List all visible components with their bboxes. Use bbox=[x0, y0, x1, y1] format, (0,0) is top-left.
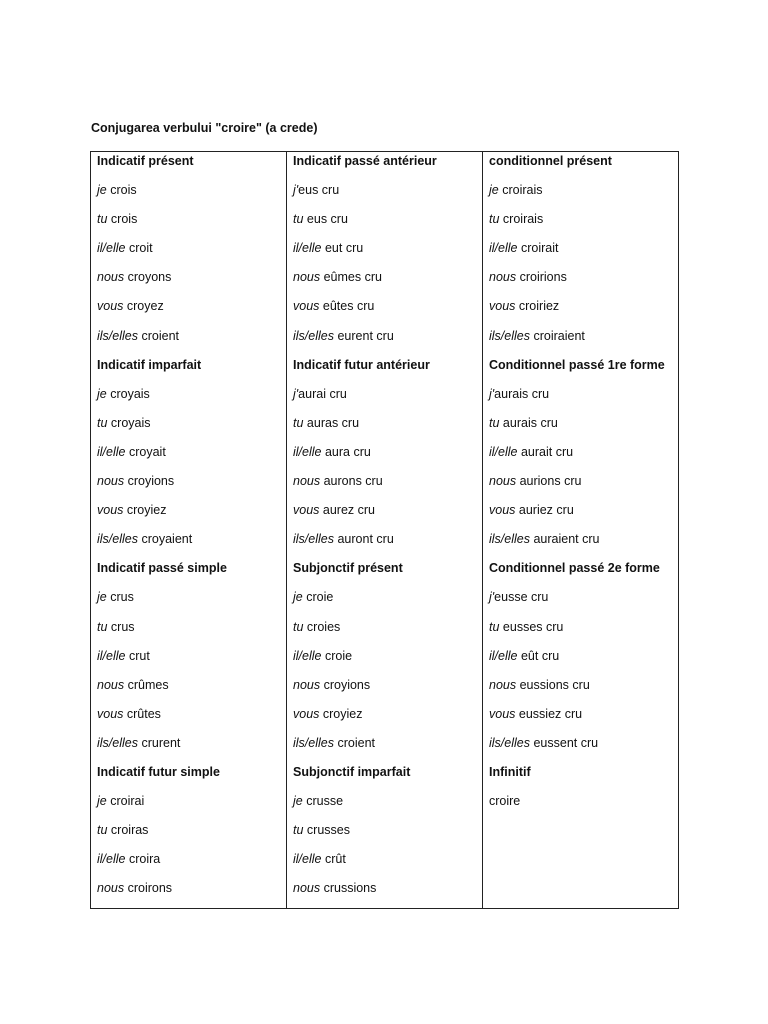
pronoun: vous bbox=[293, 503, 320, 518]
conjugation-line bbox=[293, 210, 482, 239]
conjugation-line bbox=[97, 821, 286, 850]
verb-form: croyait bbox=[128, 444, 166, 459]
conjugation-line bbox=[293, 327, 482, 356]
verb-form: aurez cru bbox=[322, 503, 375, 518]
conjugation-line bbox=[489, 268, 678, 297]
pronoun: ils/elles bbox=[97, 532, 138, 547]
verb-form: aurait cru bbox=[520, 444, 574, 459]
pronoun: tu bbox=[97, 823, 108, 838]
pronoun: je bbox=[489, 183, 499, 198]
conjugation-line bbox=[489, 501, 678, 530]
pronoun: nous bbox=[97, 270, 125, 285]
verb-form: croyiez bbox=[126, 503, 167, 518]
pronoun: ils/elles bbox=[293, 735, 334, 750]
conjugation-line bbox=[97, 850, 286, 879]
column-cell bbox=[483, 152, 679, 909]
verb-form: aura cru bbox=[324, 444, 371, 459]
conjugation-line bbox=[97, 705, 286, 734]
conjugation-line bbox=[293, 821, 482, 850]
pronoun: il/elle bbox=[97, 444, 126, 459]
verb-form: croient bbox=[141, 328, 180, 343]
conjugation-line bbox=[489, 588, 678, 617]
pronoun: ils/elles bbox=[489, 735, 530, 750]
conjugation-line bbox=[489, 734, 678, 763]
verb-form: crus bbox=[110, 590, 134, 605]
verb-form: croiriez bbox=[518, 299, 560, 314]
tense-heading: Indicatif imparfait bbox=[97, 357, 202, 372]
conjugation-line bbox=[293, 414, 482, 443]
conjugation-line bbox=[97, 443, 286, 472]
pronoun: vous bbox=[489, 503, 516, 518]
pronoun: j' bbox=[293, 183, 299, 198]
pronoun: nous bbox=[293, 270, 321, 285]
conjugation-line bbox=[293, 443, 482, 472]
verb-form: eussent cru bbox=[533, 735, 599, 750]
pronoun: nous bbox=[97, 881, 125, 896]
verb-form: auront cru bbox=[337, 532, 394, 547]
column-cell bbox=[287, 152, 483, 909]
verb-form: eusses cru bbox=[502, 619, 564, 634]
verb-form: croire bbox=[489, 794, 521, 809]
verb-form: croirions bbox=[519, 270, 567, 285]
conjugation-line bbox=[293, 530, 482, 559]
verb-form: eussiez cru bbox=[518, 706, 583, 721]
verb-form: croirait bbox=[520, 241, 559, 256]
pronoun: il/elle bbox=[293, 648, 322, 663]
verb-form: croiraient bbox=[533, 328, 585, 343]
verb-form: crois bbox=[110, 212, 138, 227]
pronoun: nous bbox=[489, 677, 517, 692]
verb-form: croiras bbox=[110, 823, 149, 838]
conjugation-line bbox=[97, 181, 286, 210]
verb-form: croyions bbox=[127, 474, 175, 489]
conjugation-line bbox=[293, 181, 482, 210]
conjugation-line bbox=[489, 414, 678, 443]
pronoun: nous bbox=[293, 677, 321, 692]
conjugation-line bbox=[97, 647, 286, 676]
verb-form: croirai bbox=[110, 794, 145, 809]
conjugation-line bbox=[97, 327, 286, 356]
conjugation-line bbox=[97, 472, 286, 501]
pronoun: il/elle bbox=[97, 648, 126, 663]
pronoun: tu bbox=[293, 619, 304, 634]
verb-form: croirons bbox=[127, 881, 173, 896]
pronoun: vous bbox=[293, 706, 320, 721]
pronoun: tu bbox=[489, 619, 500, 634]
tense-heading: Indicatif passé antérieur bbox=[293, 154, 437, 168]
pronoun: tu bbox=[293, 212, 304, 227]
conjugation-line bbox=[97, 676, 286, 705]
verb-form: croient bbox=[337, 735, 376, 750]
column-cell bbox=[91, 152, 287, 909]
pronoun: j' bbox=[293, 386, 299, 401]
conjugation-line bbox=[97, 588, 286, 617]
verb-form: aurons cru bbox=[323, 474, 383, 489]
tense-heading: Conditionnel passé 2e forme bbox=[489, 561, 660, 576]
pronoun: vous bbox=[293, 299, 320, 314]
conjugation-line bbox=[293, 297, 482, 326]
document-title: Conjugarea verbului "croire" (a crede) bbox=[91, 121, 318, 135]
pronoun: tu bbox=[489, 415, 500, 430]
pronoun: j' bbox=[489, 386, 495, 401]
verb-form: eus cru bbox=[306, 212, 348, 227]
tense-heading: Infinitif bbox=[489, 764, 531, 779]
verb-form: croies bbox=[306, 619, 341, 634]
tense-heading: Subjonctif imparfait bbox=[293, 764, 411, 779]
verb-form: crussions bbox=[323, 881, 377, 896]
verb-form: auraient cru bbox=[533, 532, 600, 547]
pronoun: il/elle bbox=[489, 648, 518, 663]
pronoun: nous bbox=[293, 881, 321, 896]
verb-form: auras cru bbox=[306, 415, 360, 430]
verb-form: crûtes bbox=[126, 706, 161, 721]
tense-heading: Indicatif futur antérieur bbox=[293, 357, 430, 372]
verb-form: crûmes bbox=[127, 677, 169, 692]
verb-form: croyaient bbox=[141, 532, 193, 547]
conjugation-line bbox=[293, 588, 482, 617]
pronoun: il/elle bbox=[489, 444, 518, 459]
conjugation-line bbox=[97, 414, 286, 443]
conjugation-line bbox=[293, 385, 482, 414]
conjugation-line bbox=[489, 792, 678, 821]
conjugation-line bbox=[489, 530, 678, 559]
pronoun: je bbox=[293, 794, 303, 809]
conjugation-line bbox=[489, 297, 678, 326]
conjugation-line bbox=[293, 879, 482, 908]
pronoun: vous bbox=[97, 299, 124, 314]
tense-heading: Indicatif passé simple bbox=[97, 561, 227, 576]
tense-heading: Indicatif futur simple bbox=[97, 764, 220, 779]
pronoun: je bbox=[293, 590, 303, 605]
conjugation-line bbox=[97, 792, 286, 821]
pronoun: il/elle bbox=[293, 444, 322, 459]
pronoun: ils/elles bbox=[489, 532, 530, 547]
verb-form: eut cru bbox=[324, 241, 364, 256]
conjugation-line bbox=[97, 618, 286, 647]
pronoun: tu bbox=[97, 212, 108, 227]
verb-form: croie bbox=[324, 648, 353, 663]
conjugation-line bbox=[97, 734, 286, 763]
tense-heading: conditionnel présent bbox=[489, 154, 612, 168]
conjugation-line bbox=[489, 618, 678, 647]
verb-form: auriez cru bbox=[518, 503, 574, 518]
conjugation-line bbox=[97, 268, 286, 297]
pronoun: vous bbox=[97, 706, 124, 721]
conjugation-line bbox=[293, 268, 482, 297]
verb-form: eûmes cru bbox=[323, 270, 382, 285]
conjugation-line bbox=[97, 239, 286, 268]
tense-heading: Conditionnel passé 1re forme bbox=[489, 357, 665, 372]
pronoun: vous bbox=[97, 503, 124, 518]
pronoun: nous bbox=[97, 474, 125, 489]
verb-form: croie bbox=[306, 590, 334, 605]
verb-form: croyez bbox=[126, 299, 164, 314]
conjugation-line bbox=[489, 647, 678, 676]
conjugation-line bbox=[293, 734, 482, 763]
verb-form: eus cru bbox=[298, 183, 340, 198]
pronoun: ils/elles bbox=[489, 328, 530, 343]
verb-form: crus bbox=[110, 619, 135, 634]
verb-form: croyais bbox=[110, 415, 151, 430]
pronoun: nous bbox=[489, 474, 517, 489]
pronoun: il/elle bbox=[489, 241, 518, 256]
pronoun: nous bbox=[97, 677, 125, 692]
pronoun: je bbox=[97, 183, 107, 198]
pronoun: tu bbox=[97, 415, 108, 430]
conjugation-line bbox=[97, 210, 286, 239]
verb-form: croirais bbox=[502, 183, 543, 198]
conjugation-line bbox=[97, 297, 286, 326]
conjugation-line bbox=[97, 385, 286, 414]
verb-form: crusses bbox=[306, 823, 350, 838]
conjugation-line bbox=[489, 210, 678, 239]
conjugation-line bbox=[489, 676, 678, 705]
pronoun: il/elle bbox=[97, 852, 126, 867]
pronoun: il/elle bbox=[293, 852, 322, 867]
conjugation-line bbox=[293, 239, 482, 268]
verb-form: eûtes cru bbox=[322, 299, 375, 314]
pronoun: ils/elles bbox=[293, 532, 334, 547]
verb-form: crut bbox=[128, 648, 150, 663]
pronoun: tu bbox=[293, 415, 304, 430]
pronoun: tu bbox=[97, 619, 108, 634]
conjugation-line bbox=[293, 501, 482, 530]
conjugation-line bbox=[97, 501, 286, 530]
conjugation-line bbox=[293, 676, 482, 705]
verb-form: eût cru bbox=[520, 648, 560, 663]
pronoun: je bbox=[97, 386, 107, 401]
conjugation-line bbox=[293, 472, 482, 501]
verb-form: aurais cru bbox=[502, 415, 558, 430]
pronoun: j' bbox=[489, 590, 495, 605]
verb-form: eussions cru bbox=[519, 677, 590, 692]
conjugation-line bbox=[489, 239, 678, 268]
pronoun: tu bbox=[489, 212, 500, 227]
verb-form: aurais cru bbox=[494, 386, 550, 401]
conjugation-line bbox=[489, 472, 678, 501]
conjugation-line bbox=[293, 618, 482, 647]
tense-heading: Indicatif présent bbox=[97, 154, 194, 168]
verb-form: eurent cru bbox=[337, 328, 394, 343]
pronoun: ils/elles bbox=[293, 328, 334, 343]
tense-heading: Subjonctif présent bbox=[293, 561, 403, 576]
verb-form: croyais bbox=[110, 386, 150, 401]
table-row bbox=[91, 152, 679, 909]
verb-form: crusse bbox=[306, 794, 344, 809]
conjugation-line bbox=[489, 385, 678, 414]
conjugation-line bbox=[489, 705, 678, 734]
verb-form: croit bbox=[128, 241, 153, 256]
pronoun: ils/elles bbox=[97, 328, 138, 343]
verb-form: croyons bbox=[127, 270, 172, 285]
verb-form: eusse cru bbox=[494, 590, 549, 605]
verb-form: aurai cru bbox=[298, 386, 347, 401]
conjugation-line bbox=[293, 792, 482, 821]
conjugation-line bbox=[293, 705, 482, 734]
conjugation-line bbox=[489, 181, 678, 210]
pronoun: ils/elles bbox=[97, 735, 138, 750]
verb-form: croirais bbox=[502, 212, 544, 227]
conjugation-table bbox=[90, 151, 679, 909]
conjugation-line bbox=[293, 850, 482, 879]
pronoun: je bbox=[97, 590, 107, 605]
verb-form: crurent bbox=[141, 735, 181, 750]
verb-form: crois bbox=[110, 183, 137, 198]
pronoun: vous bbox=[489, 706, 516, 721]
conjugation-line bbox=[489, 327, 678, 356]
pronoun: nous bbox=[489, 270, 517, 285]
verb-form: crût bbox=[324, 852, 346, 867]
conjugation-line bbox=[97, 879, 286, 908]
pronoun: vous bbox=[489, 299, 516, 314]
conjugation-line bbox=[489, 443, 678, 472]
conjugation-line bbox=[293, 647, 482, 676]
verb-form: croyiez bbox=[322, 706, 363, 721]
pronoun: il/elle bbox=[97, 241, 126, 256]
pronoun: je bbox=[97, 794, 107, 809]
pronoun: il/elle bbox=[293, 241, 322, 256]
conjugation-line bbox=[97, 530, 286, 559]
verb-form: croyions bbox=[323, 677, 371, 692]
verb-form: aurions cru bbox=[519, 474, 582, 489]
pronoun: nous bbox=[293, 474, 321, 489]
pronoun: tu bbox=[293, 823, 304, 838]
verb-form: croira bbox=[128, 852, 161, 867]
